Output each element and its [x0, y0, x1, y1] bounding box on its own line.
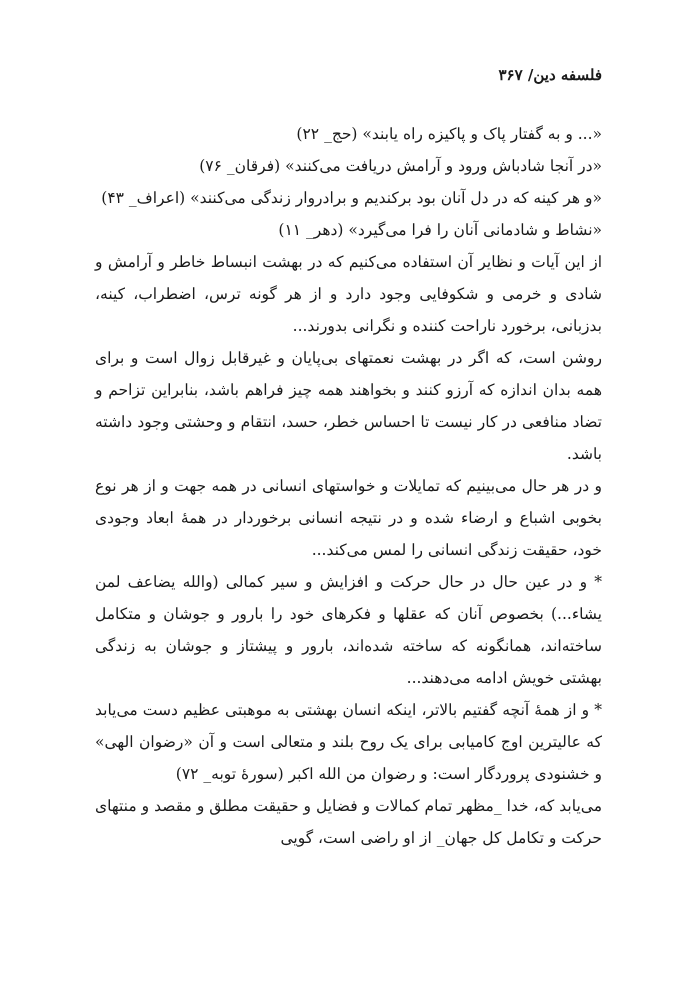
- quote-furqan: «در آنجا شادباش ورود و آرامش دریافت می‌کنند» (فرقان_ ۷۶): [199, 157, 602, 175]
- paragraph-final: می‌یابد که، خدا _مظهر تمام کمالات و فضایل و حقیقت مطلق و مقصد و منتهای حرکت و تکامل کل جهان_ از او راضی است، گویی: [95, 797, 602, 847]
- quote-dahr: «نشاط و شادمانی آنان را فرا می‌گیرد» (دهر_ ۱۱): [278, 221, 602, 239]
- paragraph-growth: * و در عین حال در حال حرکت و افزایش و سیر کمالی (والله یضاعف لمن یشاء...) بخصوص آنان که عقلها و فکرهای خود را بارور و جوشان و متکامل ساخته‌اند، همانگونه که ساخته شده‌اند، بارور و پیشتاز و جوشان به زندگی بهشتی خویش ادامه می‌دهند...: [95, 573, 602, 687]
- paragraph-divine-pleasure: * و از همهٔ آنچه گفتیم بالاتر، اینکه انسان بهشتی به موهبتی عظیم دست می‌یابد که عالیترین اوج کامیابی برای یک روح بلند و متعالی است و آن «رضوان الهی» و خشنودی پروردگار است: و رضوان من الله اکبر (سورهٔ توبه_ ۷۲): [95, 701, 602, 783]
- paragraph-no-conflict: روشن است، که اگر در بهشت نعمتهای بی‌پایان و غیرقابل زوال است و برای همه بدان اندازه که آرزو کنند و بخواهند همه چیز فراهم باشد، بنابراین تزاحم و تضاد منافعی در کار نیست تا احساس خطر، حسد، انتقام و وحشتی وجود داشته باشد.: [95, 349, 602, 463]
- quote-hajj: «... و به گفتار پاک و پاکیزه راه یابند» (حج_ ۲۲): [296, 125, 602, 143]
- running-header: فلسفه دین/ ۳۶۷: [498, 66, 602, 84]
- body-text: [95, 118, 602, 854]
- paragraph-human-desires: و در هر حال می‌بینیم که تمایلات و خواستهای انسانی در همه جهت و از هر نوع بخوبی اشباع و ارضاء شده و در نتیجه انسانی برخوردار در همهٔ ابعاد وجودی خود، حقیقت زندگی انسانی را لمس می‌کند...: [95, 477, 602, 559]
- quote-araf: «و هر کینه که در دل آنان بود برکندیم و برادروار زندگی می‌کنند» (اعراف_ ۴۳): [101, 189, 602, 207]
- paragraph-verses-conclusion: از این آیات و نظایر آن استفاده می‌کنیم که در بهشت انبساط خاطر و آرامش و شادی و خرمی و شکوفایی وجود دارد و از هر گونه ترس، اضطراب، کینه، بدزبانی، برخورد ناراحت کننده و نگرانی بدورند...: [95, 253, 602, 335]
